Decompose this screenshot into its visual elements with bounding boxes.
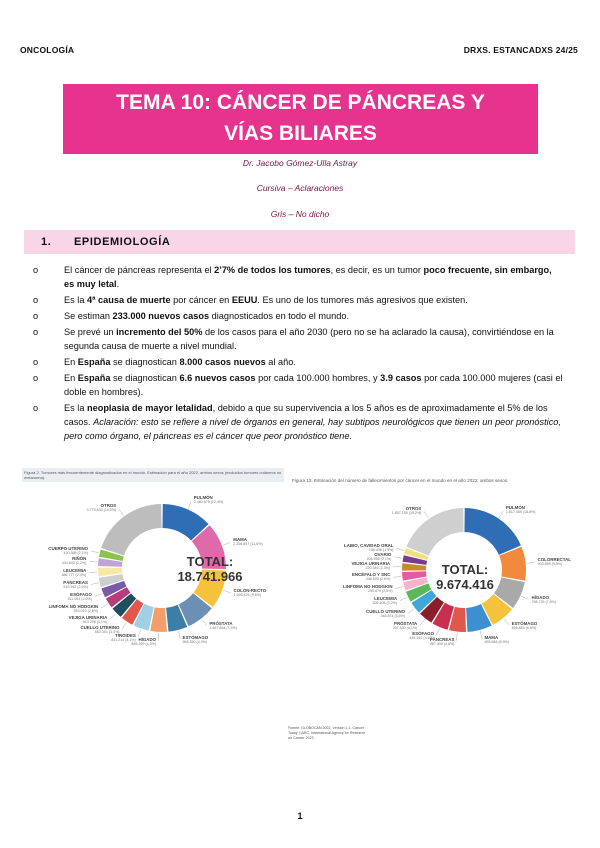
slice-label: [367, 552, 392, 562]
figure-caption: Figura 13. Estimación del número de fallecimientos por cáncer en el mundo en el año 2022, ambos sexos.: [292, 478, 509, 483]
bullet-marker: o: [33, 295, 39, 305]
section-heading: [24, 230, 575, 254]
text: se diagnostican: [110, 373, 180, 383]
slice-label-value: 248.500 (2,6%): [365, 577, 391, 582]
leader-line: [95, 593, 102, 596]
slice-label-value: 467.409 (4,8%): [429, 641, 455, 646]
text: En: [64, 357, 78, 367]
text-bold: neoplasia de mayor letalidad: [86, 403, 213, 413]
slice-label: [62, 568, 87, 578]
text: al año.: [265, 357, 296, 367]
slice-label-value: 1.926.425 (9,6%): [233, 593, 262, 598]
title-banner: [63, 84, 538, 154]
text: por cáncer en: [170, 295, 232, 305]
text-bold: 6.6 nuevos casos: [179, 373, 256, 383]
leader-line: [527, 562, 535, 563]
bullet-marker: o: [33, 311, 39, 321]
leader-line: [400, 597, 407, 600]
text: .: [116, 279, 120, 289]
text: por cada 100.000 hombres, y: [255, 373, 381, 383]
text-bold: incremento del 50%: [116, 327, 203, 337]
text: , debido a que su supervivencia a los 5 años es de aproximadamente el 5% de los casos.: [64, 403, 548, 427]
slice-label: [68, 592, 92, 602]
bullet-marker: o: [33, 357, 39, 367]
slice-label: [183, 635, 209, 645]
section-title: EPIDEMIOLOGÍA: [74, 236, 171, 248]
leader-line: [424, 511, 429, 518]
slice-label: [343, 584, 393, 594]
slice-label: [484, 635, 509, 645]
total-box: [407, 562, 523, 592]
text-bold: España: [77, 357, 111, 367]
leader-line: [393, 576, 401, 577]
header-group: DRXS. ESTANCADXS 24/25: [463, 45, 578, 55]
bullet-marker: o: [33, 373, 39, 383]
slice-label: [49, 604, 99, 614]
title-line-2: VÍAS BILIARES: [224, 122, 377, 145]
total-label: TOTAL:: [186, 554, 234, 569]
slice-label-name: OVARIO: [374, 551, 392, 557]
text-bold: España: [77, 373, 111, 383]
slice-label-name: CUERPO UTERINO: [48, 545, 89, 551]
slice-label-value: 188.438 (1,9%): [368, 547, 394, 552]
slice-label-name: PRÓSTATA: [209, 621, 233, 627]
slice-label: [538, 557, 571, 567]
slice-label-value: 420.368 (2,1%): [63, 550, 89, 555]
slice-label-name: HÍGADO: [531, 594, 550, 600]
leader-line: [89, 561, 97, 562]
legend-grey: Gris – No dicho: [270, 209, 330, 219]
slice-label-value: 1.467.854 (7,3%): [209, 626, 237, 631]
text-bold: EEUU: [231, 295, 258, 305]
leader-line: [188, 501, 191, 508]
slice-label: [80, 625, 119, 635]
slice-label: [351, 561, 390, 571]
figure-mortality: [288, 478, 580, 778]
page-number: 1: [297, 811, 303, 821]
slice-label-name: VEJIGA URINARIA: [68, 614, 108, 620]
header-subject: ONCOLOGÍA: [20, 45, 75, 55]
text: Es la: [64, 295, 87, 305]
text: diagnosticados en todo el mundo.: [209, 311, 350, 321]
slice-label-name: OTROS: [405, 505, 422, 511]
leader-line: [91, 583, 99, 585]
slice-label: [393, 621, 418, 631]
slice-label-value: 968.350 (4,9%): [182, 639, 208, 644]
leader-line: [521, 596, 528, 599]
slice-label-value: 662.301 (3,3%): [94, 629, 120, 634]
slice-label: [62, 556, 87, 566]
slice-label-value: 445.391 (4,6%): [409, 636, 434, 641]
slice-label-value: 305.405 (3,2%): [372, 601, 398, 606]
bullet-marker: o: [33, 403, 39, 413]
slice-label-value: 250.679 (2,6%): [367, 588, 393, 593]
bullet-marker: o: [33, 327, 39, 337]
leader-line: [394, 557, 402, 558]
text: Es la: [64, 403, 87, 413]
slice-label-value: 397.430 (4,1%): [392, 626, 418, 631]
slice-label: [233, 537, 262, 547]
total-value: 9.674.416: [436, 577, 494, 592]
slice-label-name: PRÓSTATA: [394, 621, 418, 627]
leader-line: [396, 548, 404, 550]
slice-label-value: 553.010 (2,8%): [73, 608, 99, 613]
slice-label-value: 220.349 (2,3%): [365, 566, 391, 571]
slice-label-name: LABIO, CAVIDAD ORAL: [344, 542, 394, 548]
text-bold: 2’7% de todos los tumores: [214, 265, 331, 275]
donut-chart: [22, 468, 284, 770]
slice-label: [512, 621, 538, 631]
slice-label: [234, 588, 267, 598]
slice-label-value: 206.956 (2,1%): [366, 556, 392, 561]
legend-italic: Cursiva – Aclaraciones: [256, 183, 344, 193]
slice-label-value: 3.779.833 (19,0%): [86, 508, 117, 513]
leader-line: [395, 587, 403, 589]
text: . Es uno de los tumores más agresivos que existen.: [257, 295, 468, 305]
text: El cáncer de páncreas representa el: [64, 265, 215, 275]
text-bold: poco frecuente: [423, 265, 490, 275]
slice-label-name: ESTÓMAGO: [182, 634, 209, 640]
slice-label-name: LINFOMA NO HODGKIN: [48, 603, 99, 609]
slice-label: [409, 631, 434, 641]
list-item: [33, 355, 563, 369]
leader-line: [456, 633, 457, 641]
slice-label-name: COLORRECTAL: [537, 557, 571, 563]
slice-label-name: ESÓFAGO: [70, 591, 92, 597]
slice-label-value: 511.054 (2,6%): [67, 596, 92, 601]
slice-label-name: CUELLO UTERINO: [366, 609, 406, 615]
text-bold: 8.000 casos nuevos: [179, 357, 266, 367]
figure-incidence: [22, 468, 284, 770]
slice-label: [69, 615, 108, 625]
slice-label: [63, 580, 88, 590]
slice-label-value: 614.298 (3,1%): [82, 619, 108, 624]
slice-label-name: MAMA: [484, 634, 499, 640]
slice-label-name: ENCÉFALO Y SNC: [352, 572, 391, 578]
slice-label-value: 659.853 (6,8%): [511, 625, 537, 630]
leader-line: [504, 619, 509, 625]
slice-label-name: PULMÓN: [505, 505, 525, 511]
slice-label: [194, 495, 224, 505]
section-number: 1.: [41, 236, 52, 248]
list-item: [33, 309, 563, 323]
list-item: [33, 293, 563, 307]
slice-label-name: LEUCEMIA: [374, 596, 398, 602]
slice-label: [392, 506, 422, 516]
text-bold: embargo, es muy letal: [64, 265, 552, 289]
slice-label-name: LINFOMA NO HODGKIN: [342, 583, 393, 589]
total-value: 18.741.966: [177, 569, 243, 584]
title-line-1: TEMA 10: CÁNCER DE PÁNCREAS Y: [116, 91, 485, 114]
slice-label-value: 665.684 (6,9%): [484, 639, 510, 644]
leader-line: [178, 631, 180, 639]
leader-line: [202, 619, 207, 625]
slice-label-name: COLON-RECTO: [233, 588, 267, 594]
leader-line: [119, 509, 124, 515]
bullet-marker: o: [33, 265, 39, 275]
slice-label-value: 2.308.897 (11,6%): [233, 542, 263, 547]
slice-label-value: 903.859 (9,3%): [537, 562, 563, 567]
list-item: [33, 401, 563, 443]
list-item: [33, 325, 563, 353]
list-item: [33, 263, 563, 291]
text-bold: , sin: [489, 265, 511, 275]
slice-label-name: MAMA: [233, 537, 247, 543]
slice-label-value: 2.480.675 (12,4%): [193, 500, 224, 505]
leader-line: [223, 590, 231, 593]
leader-line: [91, 551, 99, 553]
leader-line: [110, 614, 116, 620]
text: , es decir, es un tumor: [330, 265, 424, 275]
text: de los casos para el año 2030 (pero no se ha aclarado la causa), convirtiéndose en la segunda causa de muerte a nivel mundial.: [64, 327, 554, 351]
slice-label-value: 510.992 (2,6%): [63, 584, 88, 589]
text-bold: 233.000 nuevos casos: [112, 311, 210, 321]
slice-label-name: LEUCEMIA: [63, 567, 87, 573]
figure-source: Fuente: GLOBOCAN 2022. Version 1.1. Cancer Today | IARC. International Agency for Research on Cancer 2023: [288, 726, 366, 740]
slice-label-name: PÁNCREAS: [429, 636, 455, 642]
slice-label-name: TIROIDES: [115, 632, 136, 638]
text: Se prevé un: [64, 327, 117, 337]
slice-label-value: 434.840 (2,2%): [61, 561, 87, 566]
leader-line: [138, 629, 141, 637]
slice-label-name: VEJIGA URINARIA: [351, 561, 391, 567]
leader-line: [436, 628, 439, 635]
slice-label-name: HÍGADO: [138, 636, 157, 642]
leader-line: [480, 631, 482, 639]
slice-label-value: 821.214 (4,1%): [111, 637, 136, 642]
slice-label-value: 486.777 (2,4%): [61, 572, 87, 577]
leader-line: [499, 511, 503, 518]
slice-label-name: PÁNCREAS: [63, 579, 88, 585]
slice-label: [372, 596, 397, 606]
leader-line: [122, 622, 126, 629]
slice-label: [87, 503, 117, 513]
text-bold: 4ª causa de muerte: [86, 295, 171, 305]
slice-label: [48, 546, 88, 556]
leader-line: [420, 619, 425, 625]
slice-label: [209, 621, 237, 631]
figure-caption: Figura 2. Tumores más frecuentemente diagnosticados en el mundo. Estimación para el año 2022, ambos sexos (excluidos tumores cutáneos no melanoma).: [22, 468, 284, 482]
slice-label-value: 348.874 (3,6%): [380, 614, 406, 619]
total-label: TOTAL:: [441, 562, 489, 577]
text-italic: Aclaración: esto se refiere a nivel de órganos en general, hay subtipos neurológicos que tienen un peor pronóstico, pero como órgano, el páncreas es el cáncer que peor pronóstico tiene.: [64, 417, 561, 441]
slice-label-name: ESÓFAGO: [412, 631, 434, 637]
slice-label: [506, 505, 536, 515]
slice-label: [344, 543, 393, 553]
slice-label-name: PULMÓN: [193, 495, 213, 501]
slice-label: [352, 572, 390, 582]
slice-label-name: RIÑÓN: [72, 556, 87, 562]
text-bold: 3.9 casos: [380, 373, 422, 383]
slice-label-name: ESTÓMAGO: [511, 620, 538, 626]
slice-label: [532, 595, 557, 605]
slice-label: [366, 609, 405, 619]
slice-label-name: CUELLO UTERINO: [80, 624, 120, 630]
slice-label-value: 758.725 (7,8%): [531, 599, 557, 604]
slice-label-value: 1.857.155 (19,2%): [391, 510, 422, 515]
slice-label-name: OTROS: [100, 503, 117, 509]
author: Dr. Jacobo Gómez-Ulla Astray: [242, 158, 358, 168]
text: por cada 100.000 mujeres (casi el doble en hombres).: [64, 373, 563, 397]
text: En: [64, 373, 78, 383]
list-item: [33, 371, 563, 399]
slice-label-value: 1.817.469 (18,8%): [505, 510, 536, 515]
bullet-list: [33, 263, 563, 445]
leader-line: [101, 604, 108, 608]
leader-line: [408, 609, 414, 614]
leader-line: [223, 542, 230, 545]
text: se diagnostican: [110, 357, 180, 367]
total-box: [160, 554, 260, 584]
text: Se estiman: [64, 311, 113, 321]
slice-label-value: 865.269 (4,3%): [131, 641, 157, 646]
